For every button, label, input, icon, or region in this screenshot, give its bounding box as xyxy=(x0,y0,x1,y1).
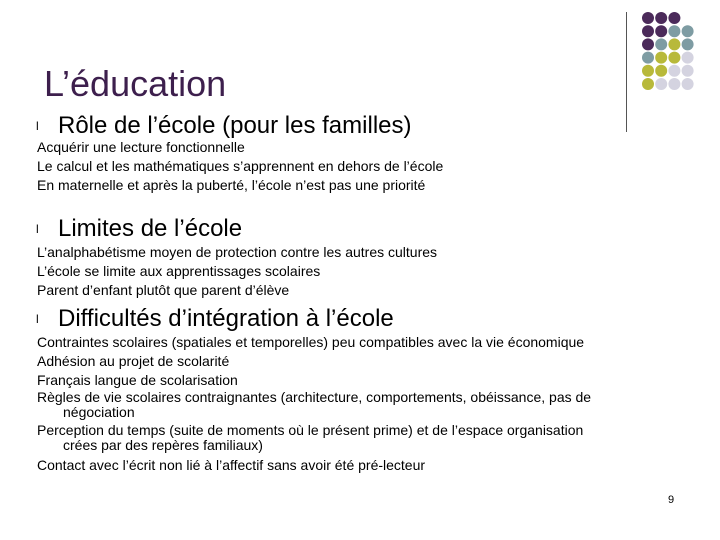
section-lines-role xyxy=(37,138,443,195)
decorative-dot xyxy=(668,38,680,50)
section-lines-limites xyxy=(37,243,437,300)
list-item: Contraintes scolaires (spatiales et temporelles) peu compatibles avec la vie économique xyxy=(37,334,585,350)
decorative-dot xyxy=(655,78,667,90)
decorative-dot xyxy=(682,52,694,64)
list-item: Contact avec l’écrit non lié à l’affectif sans avoir été pré-lecteur xyxy=(37,457,426,473)
list-item: Adhésion au projet de scolarité xyxy=(37,353,230,369)
bullet-icon: l xyxy=(36,312,39,326)
section-lines-difficultes xyxy=(37,333,591,475)
decorative-dot xyxy=(655,25,667,37)
page-number: 9 xyxy=(668,494,675,506)
list-item-continuation: négociation xyxy=(63,404,135,420)
decorative-dot xyxy=(642,52,654,64)
decorative-dot xyxy=(642,65,654,77)
decorative-dot xyxy=(642,12,654,24)
bullet-icon: l xyxy=(36,222,39,236)
list-item: Français langue de scolarisation xyxy=(37,372,238,388)
list-item: L’école se limite aux apprentissages scolaires xyxy=(37,263,321,279)
decorative-dot xyxy=(682,65,694,77)
decorative-dot xyxy=(682,38,694,50)
decorative-dot xyxy=(655,12,667,24)
decorative-dot xyxy=(655,65,667,77)
decorative-dot xyxy=(642,38,654,50)
decorative-dot xyxy=(682,78,694,90)
list-item-continuation: crées par des repères familiaux) xyxy=(63,437,263,453)
decorative-dot xyxy=(655,38,667,50)
decorative-dot xyxy=(668,78,680,90)
list-item: En maternelle et après la puberté, l’école n’est pas une priorité xyxy=(37,177,426,193)
section-heading-difficultes xyxy=(36,305,394,333)
decorative-dot xyxy=(682,25,694,37)
decorative-dot xyxy=(668,52,680,64)
decorative-dot xyxy=(668,25,680,37)
bullet-icon: l xyxy=(36,119,39,133)
heading-text: Rôle de l’école (pour les familles) xyxy=(58,112,412,139)
heading-text: Limites de l’école xyxy=(58,215,243,242)
decorative-dot xyxy=(668,65,680,77)
decorative-dot xyxy=(642,25,654,37)
list-item: Perception du temps (suite de moments où le présent prime) et de l’espace organisation xyxy=(37,422,584,438)
vertical-divider xyxy=(626,12,627,132)
heading-text: Difficultés d’intégration à l’école xyxy=(58,305,394,332)
list-item: Le calcul et les mathématiques s’apprennent en dehors de l’école xyxy=(37,158,444,174)
list-item: Parent d’enfant plutôt que parent d’élève xyxy=(37,282,290,298)
list-item: Acquérir une lecture fonctionnelle xyxy=(37,139,245,155)
slide-title: L’éducation xyxy=(44,63,227,104)
section-heading-limites xyxy=(36,215,242,243)
decorative-dot xyxy=(642,78,654,90)
list-item: L’analphabétisme moyen de protection contre les autres cultures xyxy=(37,244,438,260)
decorative-dot xyxy=(655,52,667,64)
section-heading-role xyxy=(36,112,411,140)
decorative-dot xyxy=(668,12,680,24)
list-item: Règles de vie scolaires contraignantes (architecture, comportements, obéissance, pas de xyxy=(37,389,592,405)
